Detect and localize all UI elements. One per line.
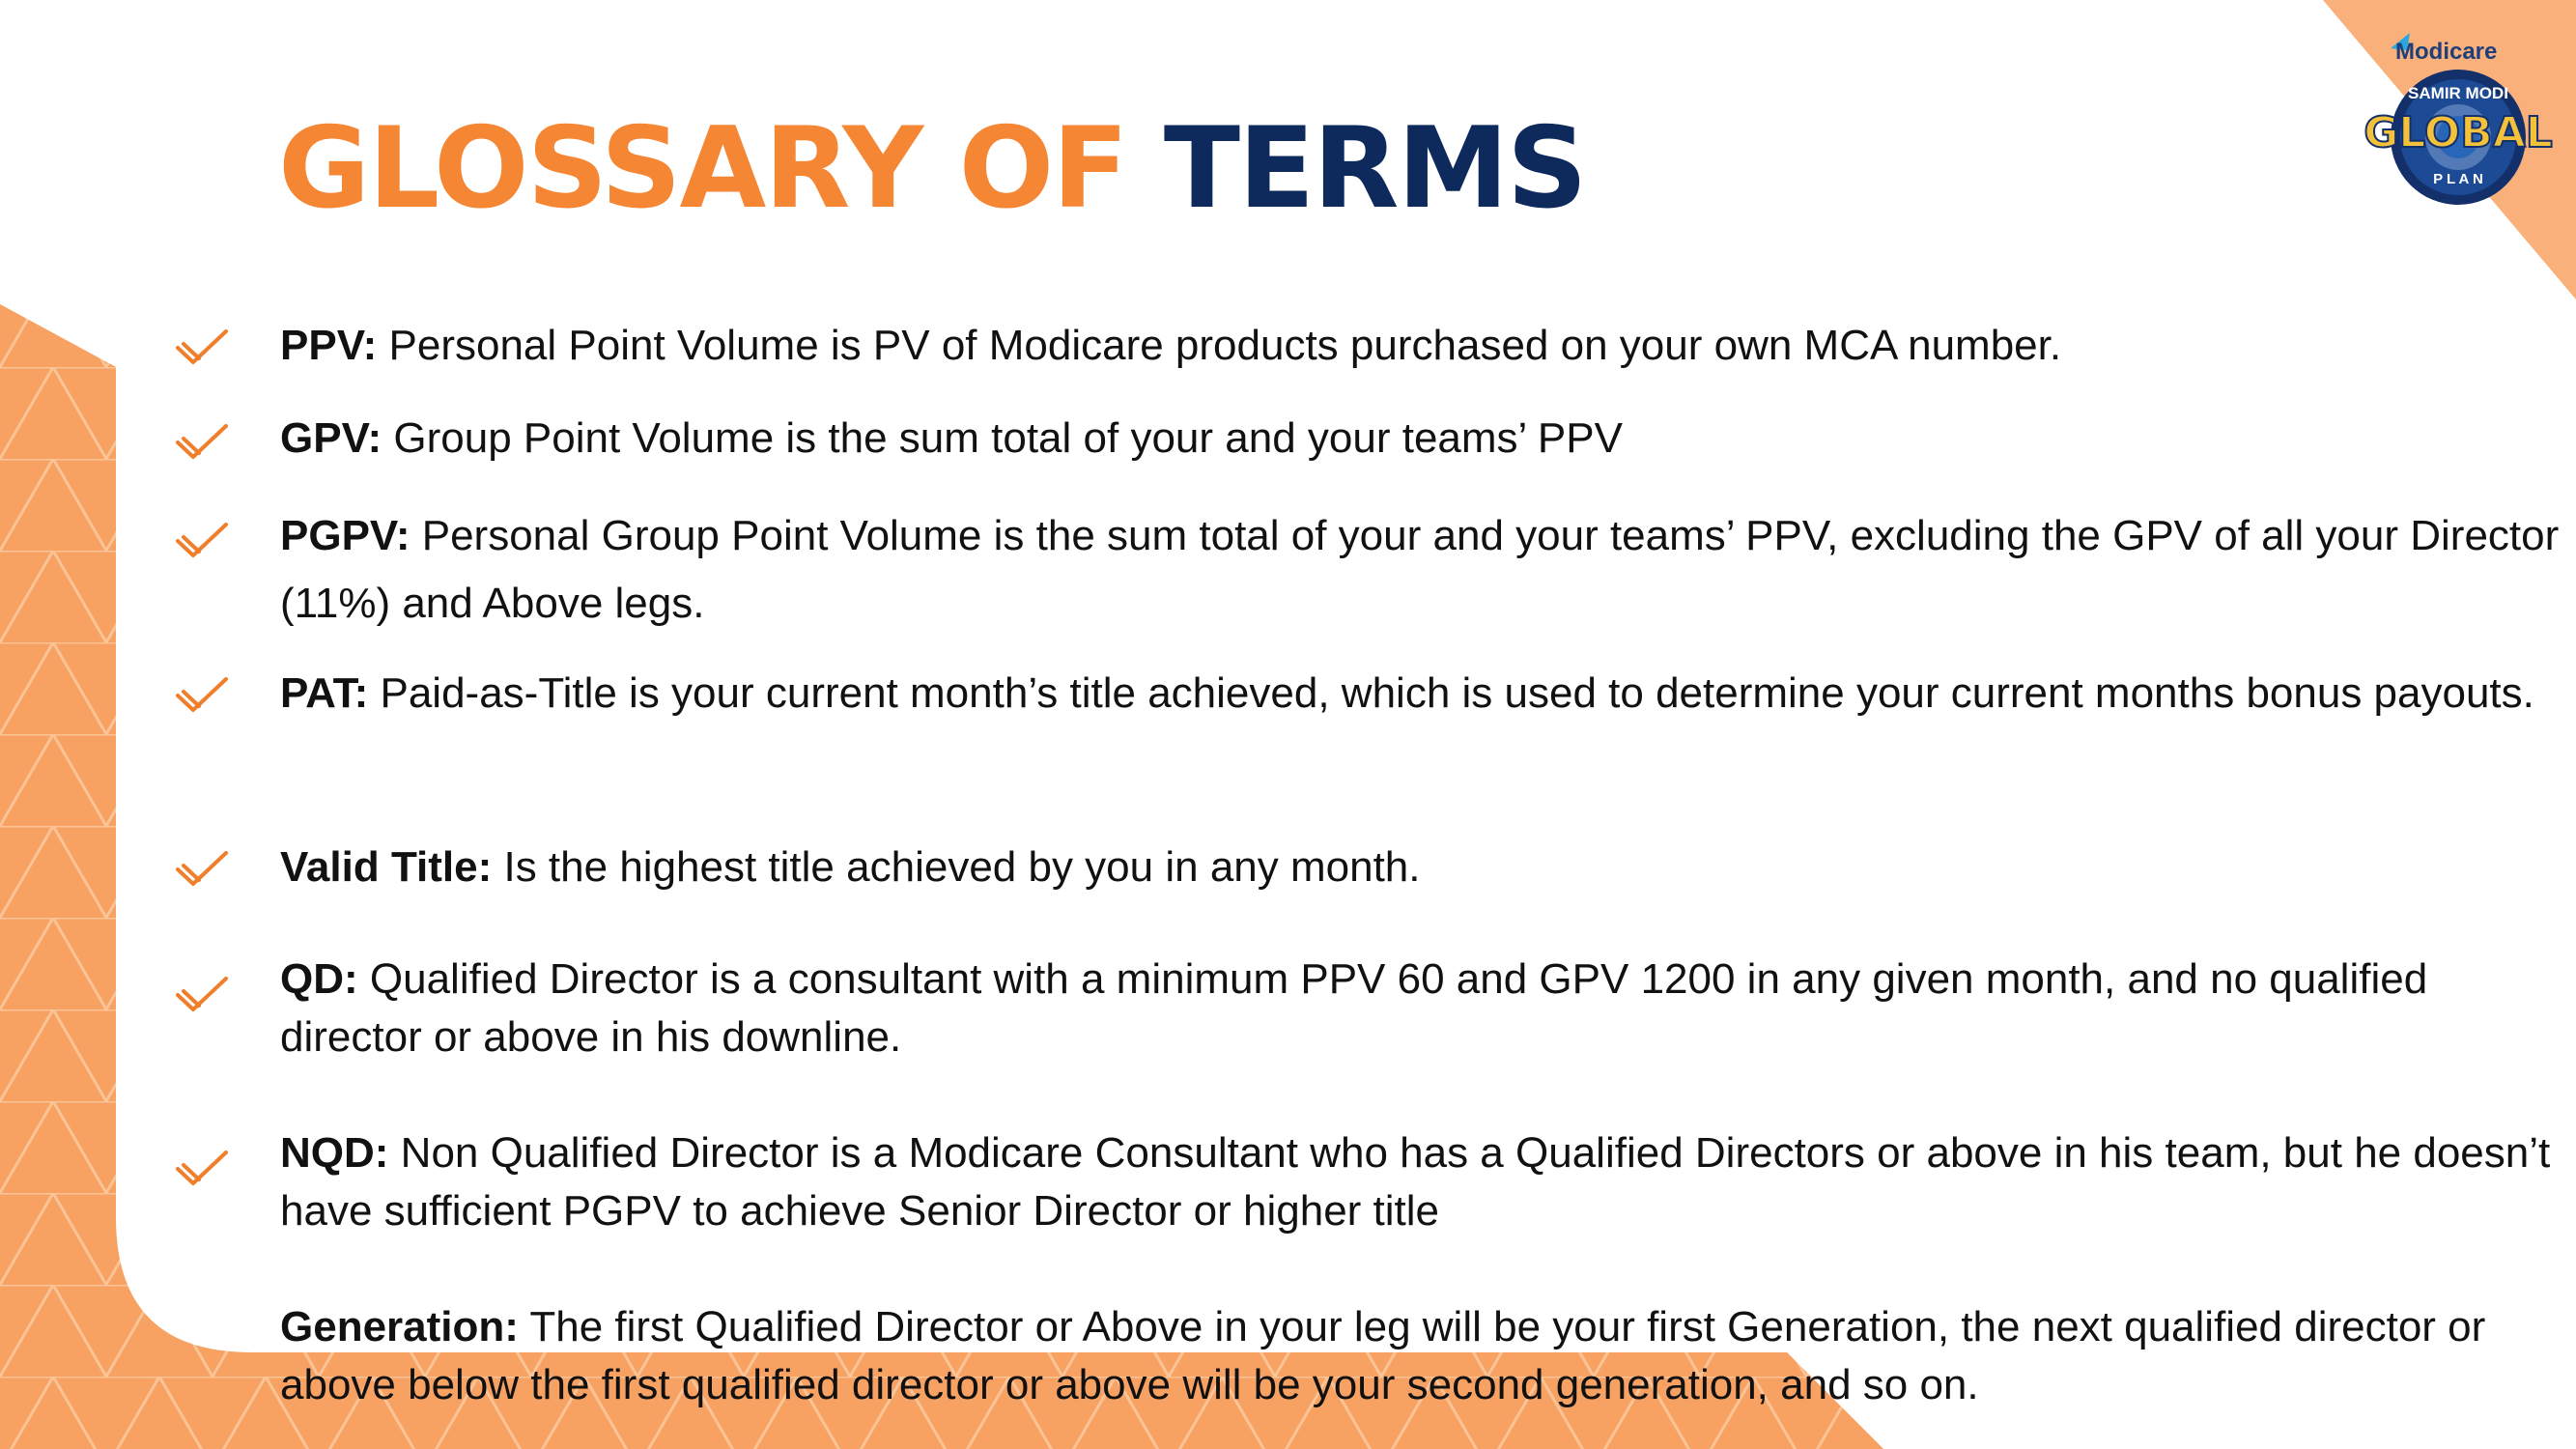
title-part-navy: TERMS [1163, 103, 1586, 234]
samir-modi-global-plan-logo [2357, 29, 2564, 213]
glossary-text [280, 317, 2560, 375]
term-label: PGPV: [280, 512, 410, 559]
glossary-text [280, 502, 2560, 638]
glossary-text [280, 1124, 2560, 1240]
check-icon [174, 1148, 230, 1190]
term-label: QD: [280, 955, 358, 1003]
term-definition: Group Point Volume is the sum total of your and your teams’ PPV [393, 414, 1623, 462]
term-label: PPV: [280, 322, 378, 369]
check-icon [174, 520, 230, 562]
check-icon [174, 421, 230, 464]
glossary-text [280, 410, 2560, 468]
term-definition: Personal Point Volume is PV of Modicare products purchased on your own MCA number. [388, 322, 2062, 369]
logo-top-text: SAMIR MODI [2408, 84, 2508, 102]
term-definition: Paid-as-Title is your current month’s title achieved, which is used to determine your current months bonus payouts. [380, 669, 2534, 717]
glossary-text [280, 951, 2560, 1066]
glossary-text [280, 1298, 2560, 1414]
page-title [278, 97, 1586, 242]
term-definition: Qualified Director is a consultant with a minimum PPV 60 and GPV 1200 in any given month, and no qualified director or above in his downline. [280, 955, 2428, 1061]
term-definition: Non Qualified Director is a Modicare Consultant who has a Qualified Directors or above in his team, but he doesn’t have sufficient PGPV to achieve Senior Director or higher title [280, 1129, 2551, 1235]
check-icon [174, 327, 230, 369]
logo-main-text: GLOBAL [2364, 108, 2553, 157]
title-part-orange: GLOSSARY OF [278, 103, 1127, 234]
term-label: PAT: [280, 669, 369, 717]
term-label: Valid Title: [280, 843, 493, 891]
check-icon [174, 848, 230, 891]
glossary-text [280, 665, 2560, 723]
term-definition: Is the highest title achieved by you in any month. [503, 843, 1421, 891]
check-icon [174, 674, 230, 717]
glossary-text [280, 838, 2560, 896]
logo-bottom-text: P L A N [2433, 171, 2483, 187]
term-definition: The first Qualified Director or Above in your leg will be your first Generation, the next qualified director or above below the first qualified director or above will be your second generation, and so on. [280, 1303, 2486, 1408]
term-label: NQD: [280, 1129, 389, 1177]
logo-brand-text: Modicare [2395, 39, 2498, 65]
check-icon [174, 974, 230, 1016]
term-label: GPV: [280, 414, 382, 462]
term-label: Generation: [280, 1303, 519, 1350]
term-definition: Personal Group Point Volume is the sum total of your and your teams’ PPV, excluding the GPV of all your Director (11%) and Above legs. [280, 512, 2560, 627]
